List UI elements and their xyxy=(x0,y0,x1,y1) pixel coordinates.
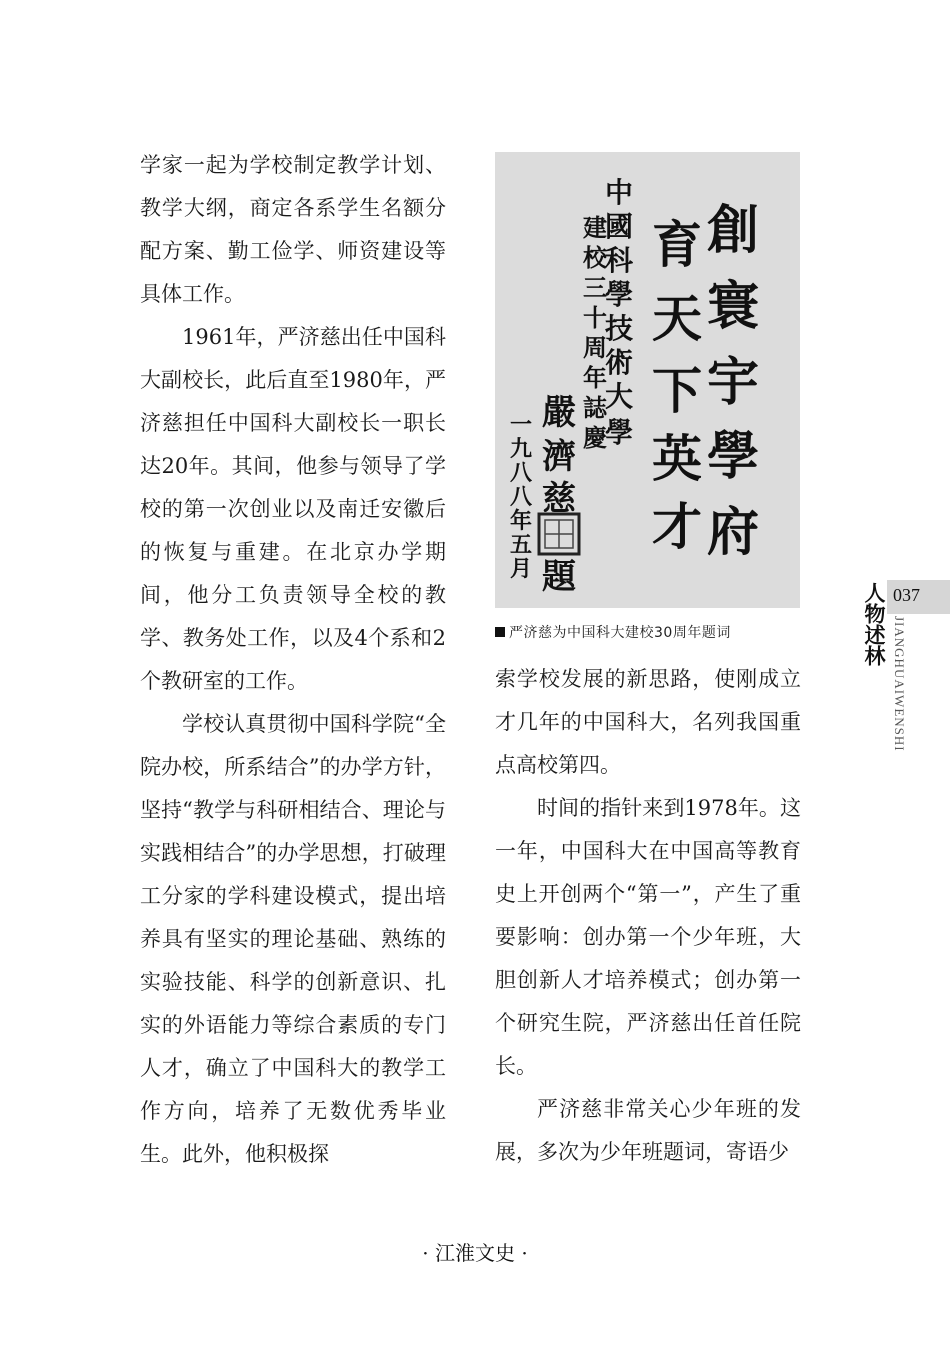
calligraphy-char: 中 xyxy=(604,176,634,209)
calligraphy-char: 八 xyxy=(509,484,533,510)
calligraphy-char: 術 xyxy=(604,346,634,379)
calligraphy-char: 天 xyxy=(652,289,702,348)
calligraphy-char: 英 xyxy=(652,429,702,488)
calligraphy-column-2 xyxy=(652,215,702,556)
calligraphy-char: 誌 xyxy=(583,393,607,422)
caption-text: 严济慈为中国科大建校30周年题词 xyxy=(509,625,731,641)
calligraphy-char: 下 xyxy=(652,361,702,420)
calligraphy-char: 國 xyxy=(604,210,634,243)
calligraphy-char: 十 xyxy=(583,303,607,332)
paragraph: 1961年，严济慈出任中国科大副校长，此后直至1980年，严济慈担任中国科大副校长一职长达20年。其间，他参与领导了学校的第一次创业以及南迁安徽后的恢复与重建。在北京办学期间，他分工负责领导全校的教学、教务处工作，以及4个系和2个教研室的工作。 xyxy=(140,325,446,693)
calligraphy-column-1 xyxy=(707,200,759,563)
calligraphy-char: 慈 xyxy=(542,479,576,519)
calligraphy-char: 濟 xyxy=(542,437,576,477)
calligraphy-char: 學 xyxy=(604,416,634,449)
calligraphy-char: 學 xyxy=(706,426,760,487)
calligraphy-image xyxy=(495,152,800,608)
calligraphy-char: 技 xyxy=(604,312,634,345)
calligraphy-char: 八 xyxy=(509,460,533,486)
calligraphy-char: 創 xyxy=(706,200,760,261)
paragraph: 时间的指针来到1978年。这一年，中国科大在中国高等教育史上开创两个“第一”，产生了重要影响：创办第一个少年班，大胆创新人才培养模式；创办第一个研究生院，严济慈出任首任院长。 xyxy=(495,796,801,1078)
calligraphy-char: 年 xyxy=(583,363,607,392)
left-text-column xyxy=(140,144,446,1176)
calligraphy-char: 才 xyxy=(652,497,702,556)
page-number: 037 xyxy=(893,585,920,605)
calligraphy-char: 年 xyxy=(509,508,533,534)
calligraphy-char: 建 xyxy=(583,213,607,242)
calligraphy-photo xyxy=(495,152,800,608)
paragraph: 学家一起为学校制定教学计划、教学大纲，商定各系学生名额分配方案、勤工俭学、师资建设等具体工作。 xyxy=(140,153,446,306)
calligraphy-char: 題 xyxy=(542,557,576,597)
right-text-column xyxy=(495,658,801,1174)
paragraph: 学校认真贯彻中国科学院“全院办校，所系结合”的办学方针，坚持“教学与科研相结合、理论与实践相结合”的办学思想，打破理工分家的学科建设模式，提出培养具有坚实的理论基础、熟练的实验技能、科学的创新意识、扎实的外语能力等综合素质的专门人才，确立了中国科大的教学工作方向，培养了无数优秀毕业生。此外，他积极探 xyxy=(140,712,446,1166)
calligraphy-column-3 xyxy=(605,176,633,449)
paragraph: 严济慈非常关心少年班的发展，多次为少年班题词，寄语少 xyxy=(495,1097,801,1164)
calligraphy-char: 一 xyxy=(509,412,533,438)
calligraphy-char: 嚴 xyxy=(542,393,576,433)
calligraphy-column-5 xyxy=(542,393,577,597)
calligraphy-char: 慶 xyxy=(583,423,607,452)
section-title: 人物述林 xyxy=(862,582,886,666)
seal-stamp-icon xyxy=(539,514,579,554)
calligraphy-column-6 xyxy=(510,412,533,582)
calligraphy-char: 宇 xyxy=(706,352,760,413)
calligraphy-char: 周 xyxy=(583,333,607,362)
journal-footer: · 江淮文史 · xyxy=(422,1241,528,1265)
calligraphy-char: 三 xyxy=(583,273,607,302)
running-head: JIANGHUAIWENSHI xyxy=(892,616,907,752)
paragraph: 索学校发展的新思路，使刚成立才几年的中国科大，名列我国重点高校第四。 xyxy=(495,667,801,777)
calligraphy-char: 學 xyxy=(604,278,634,311)
calligraphy-char: 寰 xyxy=(706,276,760,337)
calligraphy-column-4 xyxy=(583,213,608,452)
calligraphy-char: 九 xyxy=(509,436,533,462)
calligraphy-char: 大 xyxy=(604,380,634,413)
calligraphy-char: 育 xyxy=(652,215,702,274)
calligraphy-char: 五 xyxy=(509,532,533,558)
caption-square-icon xyxy=(495,627,505,637)
calligraphy-char: 科 xyxy=(604,244,634,277)
calligraphy-char: 府 xyxy=(706,502,760,563)
calligraphy-char: 月 xyxy=(509,556,533,582)
calligraphy-char: 校 xyxy=(583,243,607,272)
figure-caption xyxy=(495,622,815,644)
